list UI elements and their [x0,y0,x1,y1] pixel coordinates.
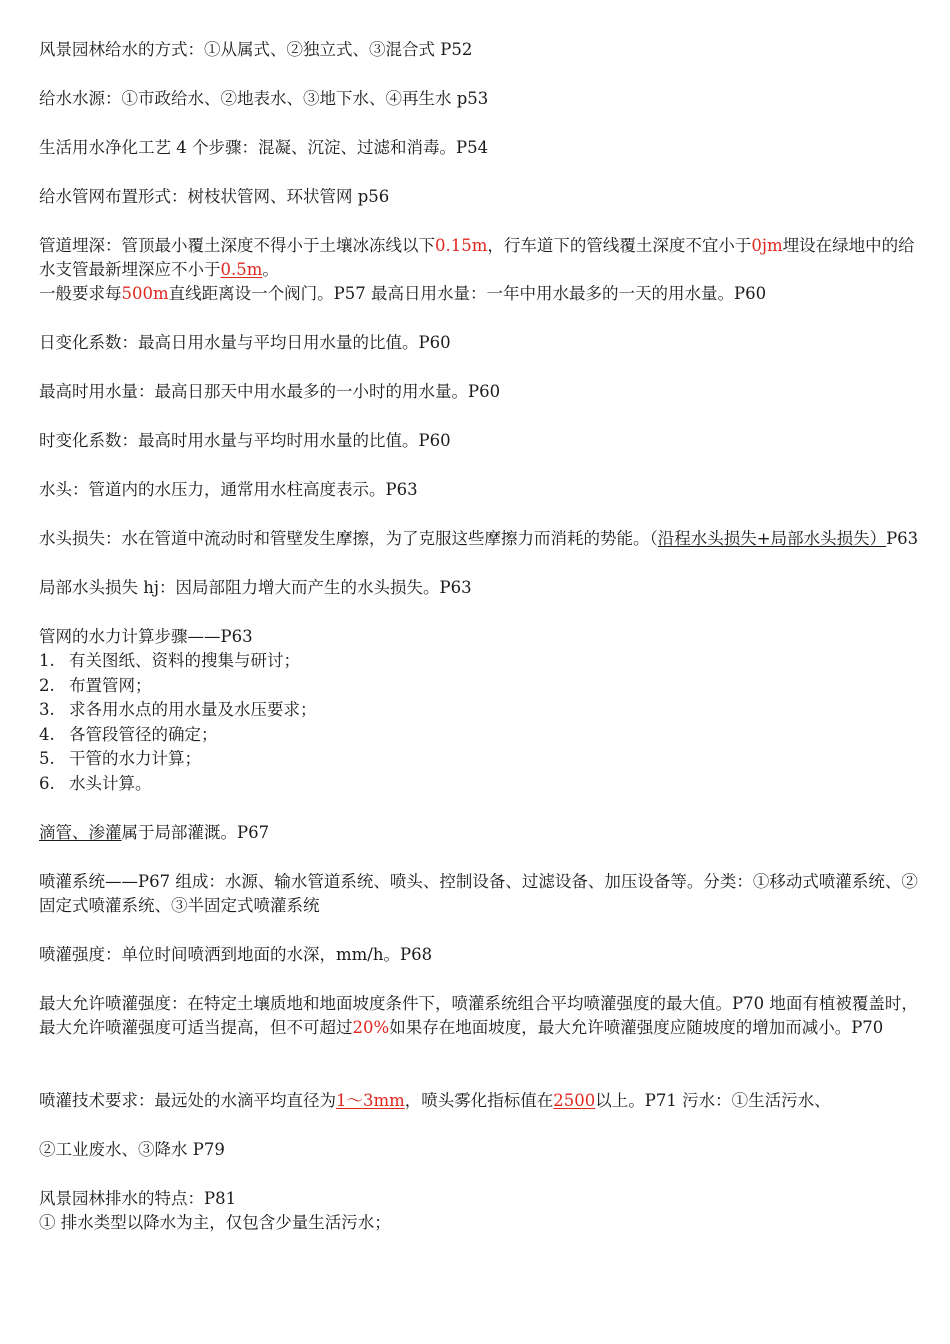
list-number: ① [39,1213,56,1232]
text-segment: 属于局部灌溉。P67 [121,823,270,842]
list-text: 干管的水力计算； [69,749,201,768]
text-segment: 最大允许喷灌强度：在特定土壤质地和地面坡度条件下，喷灌系统组合平均喷灌强度的最大值。P70 地面有植被覆盖时，最大允许喷灌强度可适当提高，但不可超过 [39,994,918,1037]
drainage-features-heading: 风景园林排水的特点：P81 [39,1189,237,1208]
text-segment: 一般要求每 [39,284,122,303]
text-segment: 直线距离设一个阀门。P57 最高日用水量：一年中用水最多的一天的用水量。P60 [168,284,767,303]
water-supply-methods: 风景园林给水的方式：①从属式、②独立式、③混合式 P52 [39,40,473,59]
highlight-value: 0.5m [220,260,263,279]
hydraulic-calc-heading: 管网的水力计算步骤——P63 [39,627,253,646]
list-text: 求各用水点的用水量及水压要求； [69,700,317,719]
sprinkler-requirements [39,1089,919,1113]
text-segment: 以上。P71 污水：①生活污水、 [595,1091,831,1110]
list-text: 有关图纸、资料的搜集与研讨； [69,651,300,670]
highlight-value: 0jm [751,236,783,255]
local-head-loss: 局部水头损失 hj：因局部阻力增大而产生的水头损失。P63 [39,578,472,597]
wastewater-types: ②工业废水、③降水 P79 [39,1140,225,1159]
valve-spacing [39,282,919,306]
list-number: 4. [39,724,55,744]
text-segment: 。 [262,260,279,279]
sprinkler-system: 喷灌系统——P67 组成：水源、输水管道系统、喷头、控制设备、过滤设备、加压设备等。分类：①移动式喷灌系统、②固定式喷灌系统、③半固定式喷灌系统 [39,872,918,915]
max-sprinkler-intensity [39,992,919,1040]
daily-variation-coefficient: 日变化系数：最高日用水量与平均日用水量的比值。P60 [39,333,451,352]
text-segment: ，喷头雾化指标值在 [404,1091,554,1110]
text-segment: 水头损失：水在管道中流动时和管壁发生摩擦，为了克服这些摩擦力而消耗的势能。（ [39,529,658,548]
highlight-value: 2500 [553,1091,596,1110]
highlight-value: 1～3mm [336,1091,405,1110]
pipe-network-layout: 给水管网布置形式：树枝状管网、环状管网 p56 [39,187,390,206]
text-segment: 管道埋深：管顶最小覆土深度不得小于土壤冰冻线以下 [39,236,435,255]
text-segment: 如果存在地面坡度，最大允许喷灌强度应随坡度的增加而减小。P70 [389,1018,884,1037]
drainage-feature-item [39,1211,919,1235]
pipe-burial-depth [39,234,919,282]
list-item [39,674,919,699]
list-text: 水头计算。 [69,773,152,793]
highlight-value: 500m [121,284,169,303]
list-item [39,649,919,674]
text-segment: 埋设在绿地中的给水支管最新埋深应不小于 [39,236,915,279]
head-loss [39,527,919,551]
list-item [39,698,919,723]
sprinkler-intensity: 喷灌强度：单位时间喷洒到地面的水深，mm/h。P68 [39,945,433,964]
text-segment: P63 [886,529,919,548]
list-item [39,747,919,772]
max-hourly-water-use: 最高时用水量：最高日那天中用水最多的一小时的用水量。P60 [39,382,501,401]
list-number: 2. [39,675,55,695]
hydraulic-calc-steps [39,649,919,796]
list-number: 3. [39,700,55,719]
list-item [39,723,919,748]
list-item [39,772,919,797]
text-segment: 喷灌技术要求：最远处的水滴平均直径为 [39,1091,336,1110]
list-text: 排水类型以降水为主，仅包含少量生活污水； [60,1213,391,1232]
water-head: 水头：管道内的水压力，通常用水柱高度表示。P63 [39,480,418,499]
underlined-text: 沿程水头损失+局部水头损失） [657,529,887,548]
highlight-value: 0.15m [435,236,488,255]
list-number: 5. [39,749,55,768]
underlined-text: 滴管、渗灌 [39,823,122,842]
list-number: 6. [39,773,55,793]
drip-irrigation [39,821,919,845]
water-sources: 给水水源：①市政给水、②地表水、③地下水、④再生水 p53 [39,89,489,108]
list-text: 布置管网； [69,675,152,695]
text-segment: ，行车道下的管线覆土深度不宜小于 [487,236,752,255]
list-text: 各管段管径的确定； [69,724,218,744]
purification-steps: 生活用水净化工艺 4 个步骤：混凝、沉淀、过滤和消毒。P54 [39,138,489,157]
highlight-value: 20% [352,1018,390,1037]
document-page [39,38,919,1235]
list-number: 1. [39,651,55,670]
hourly-variation-coefficient: 时变化系数：最高时用水量与平均时用水量的比值。P60 [39,431,451,450]
